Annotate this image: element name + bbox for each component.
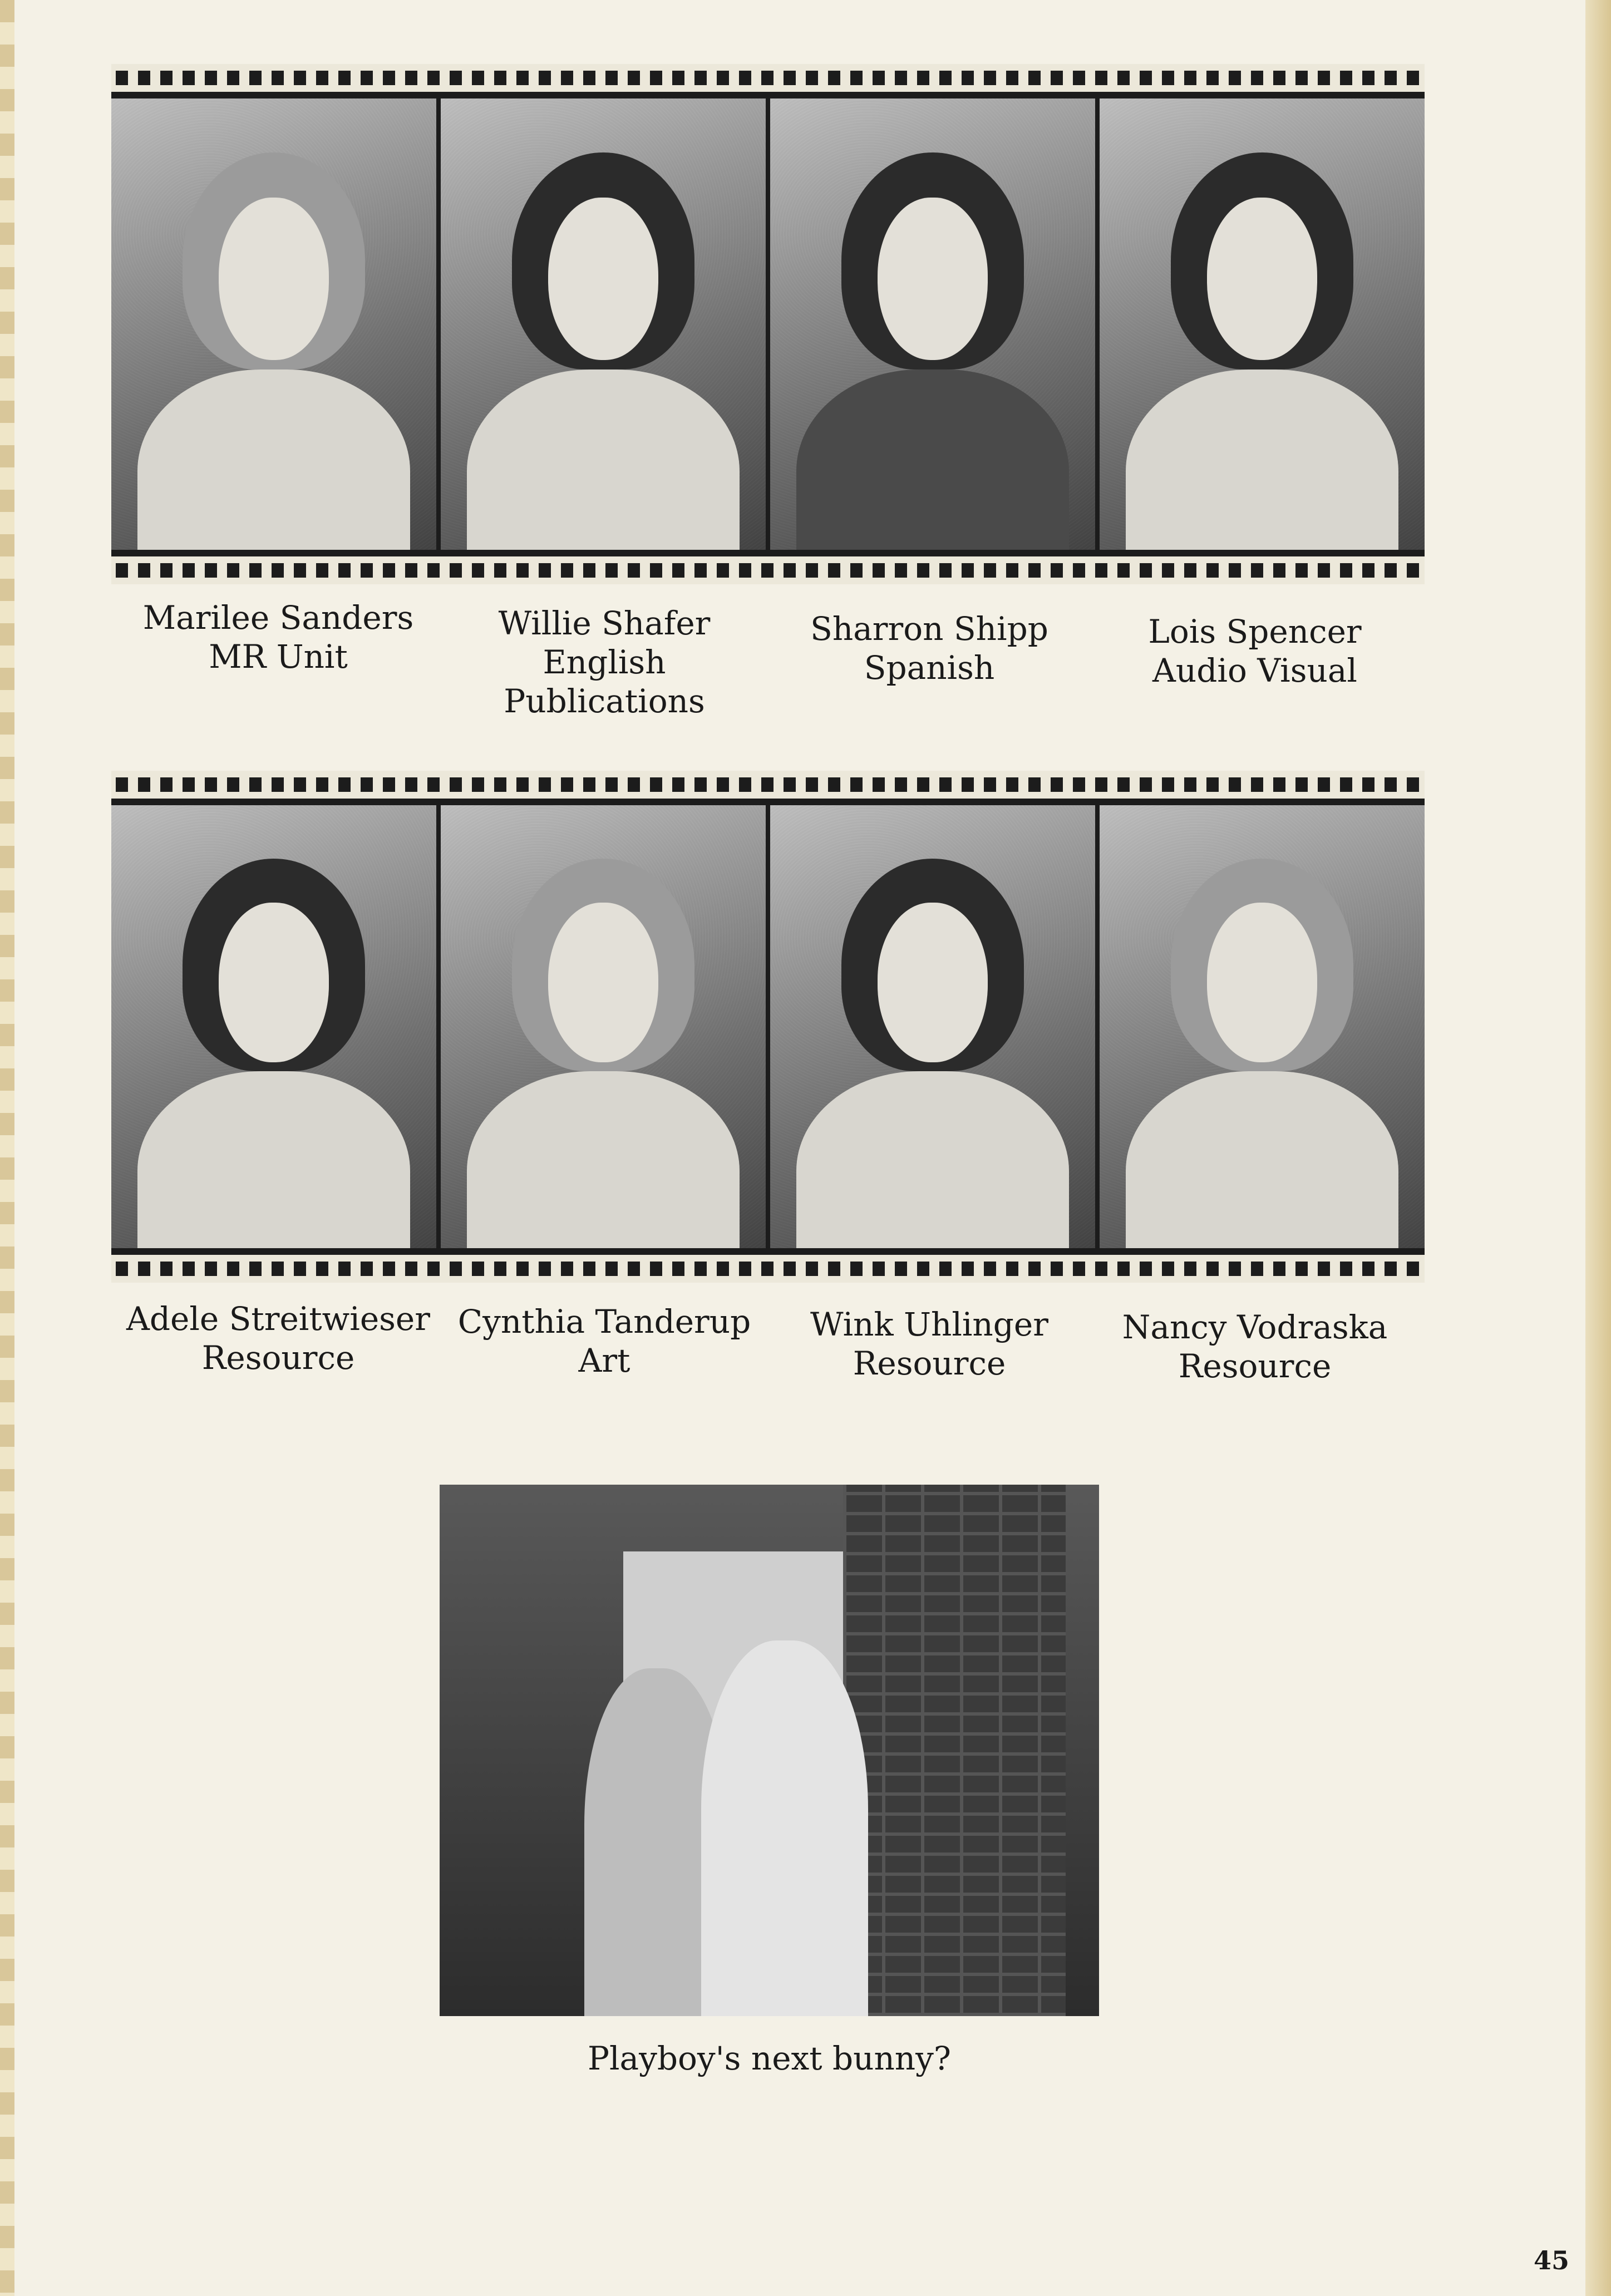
portrait-cynthia-tanderup — [441, 805, 766, 1248]
teacher-name: Sharron Shipp — [810, 610, 1048, 648]
caption-sharron-shipp — [762, 609, 1096, 687]
candid-photo — [440, 1485, 1099, 2016]
teacher-name: Adele Streitwieser — [126, 1300, 430, 1338]
film-strip-middle — [111, 771, 1425, 1283]
sprocket-row — [111, 1255, 1425, 1283]
teacher-name: Wink Uhlinger — [810, 1305, 1048, 1343]
caption-adele-streitwieser — [111, 1299, 445, 1377]
page-edge-right — [1585, 0, 1611, 2296]
caption-marilee-sanders — [111, 598, 445, 676]
sprocket-row — [111, 771, 1425, 799]
teacher-name: Nancy Vodraska — [1122, 1308, 1388, 1346]
binding-edge — [0, 0, 14, 2296]
portrait-sharron-shipp — [770, 98, 1095, 550]
portrait-nancy-vodraska — [1100, 805, 1425, 1248]
teacher-dept: Art — [578, 1342, 630, 1379]
teacher-name: Cynthia Tanderup — [457, 1303, 751, 1341]
teacher-name: Marilee Sanders — [142, 599, 414, 637]
teacher-dept: Resource — [201, 1339, 355, 1377]
sprocket-row — [111, 556, 1425, 584]
caption-nancy-vodraska — [1088, 1308, 1422, 1386]
portrait-adele-streitwieser — [111, 805, 436, 1248]
teacher-dept: Resource — [1178, 1347, 1332, 1385]
teacher-name: Willie Shafer — [498, 604, 711, 642]
page-number: 45 — [1533, 2245, 1569, 2275]
caption-wink-uhlinger — [762, 1305, 1096, 1383]
caption-lois-spencer — [1088, 612, 1422, 690]
film-strip-top — [111, 64, 1425, 584]
caption-willie-shafer — [437, 604, 771, 721]
teacher-dept: Publications — [504, 682, 705, 720]
portrait-lois-spencer — [1100, 98, 1425, 550]
teacher-dept: Audio Visual — [1152, 652, 1357, 689]
teacher-name: Lois Spencer — [1148, 613, 1362, 651]
teacher-dept: Spanish — [864, 649, 995, 687]
teacher-dept: MR Unit — [209, 638, 348, 676]
sprocket-row — [111, 64, 1425, 92]
portrait-willie-shafer — [441, 98, 766, 550]
teacher-dept: Resource — [853, 1344, 1006, 1382]
teacher-dept: English — [543, 643, 666, 681]
portrait-wink-uhlinger — [770, 805, 1095, 1248]
caption-cynthia-tanderup — [437, 1302, 771, 1380]
photo-caption: Playboy's next bunny? — [587, 2039, 952, 2077]
portrait-marilee-sanders — [111, 98, 436, 550]
